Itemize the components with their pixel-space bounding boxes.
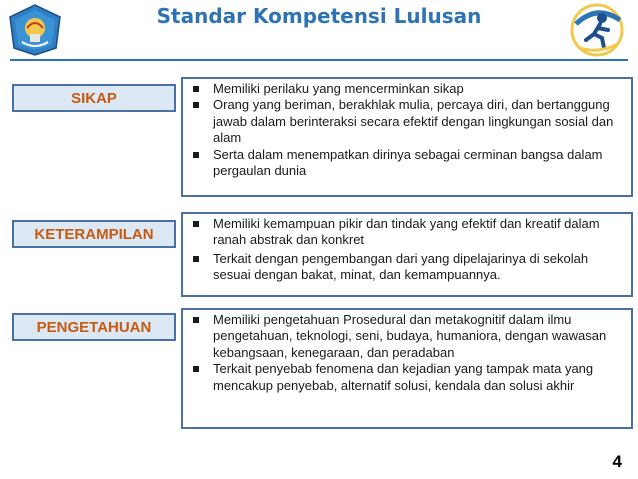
label-pengetahuan: PENGETAHUAN bbox=[12, 313, 176, 341]
list-item: Memiliki perilaku yang mencerminkan sikap bbox=[191, 81, 625, 97]
list-item: Terkait penyebab fenomena dan kejadian yang tampak mata yang mencakup penyebab, alternatif solusi, kendala dan solusi akhir bbox=[191, 361, 625, 394]
list-item: Memiliki pengetahuan Prosedural dan metakognitif dalam ilmu pengetahuan, teknologi, seni, budaya, humaniora, dengan wawasan kebangsaan, kenegaraan, dan peradaban bbox=[191, 312, 625, 361]
box-pengetahuan bbox=[181, 308, 633, 429]
title-divider bbox=[10, 59, 628, 61]
label-keterampilan: KETERAMPILAN bbox=[12, 220, 176, 248]
list-item: Orang yang beriman, berakhlak mulia, percaya diri, dan bertanggung jawab dalam berinteraksi secara efektif dengan lingkungan sosial dan alam bbox=[191, 97, 625, 146]
list-item: Terkait dengan pengembangan dari yang dipelajarinya di sekolah sesuai dengan bakat, minat, dan kemampuannya. bbox=[191, 251, 625, 284]
page-number: 4 bbox=[612, 452, 622, 471]
label-sikap: SIKAP bbox=[12, 84, 176, 112]
box-keterampilan bbox=[181, 212, 633, 297]
slide-title: Standar Kompetensi Lulusan bbox=[156, 4, 482, 28]
list-item: Memiliki kemampuan pikir dan tindak yang efektif dan kreatif dalam ranah abstrak dan konkret bbox=[191, 216, 625, 249]
box-sikap bbox=[181, 77, 633, 197]
list-item: Serta dalam menempatkan dirinya sebagai cerminan bangsa dalam pergaulan dunia bbox=[191, 147, 625, 180]
